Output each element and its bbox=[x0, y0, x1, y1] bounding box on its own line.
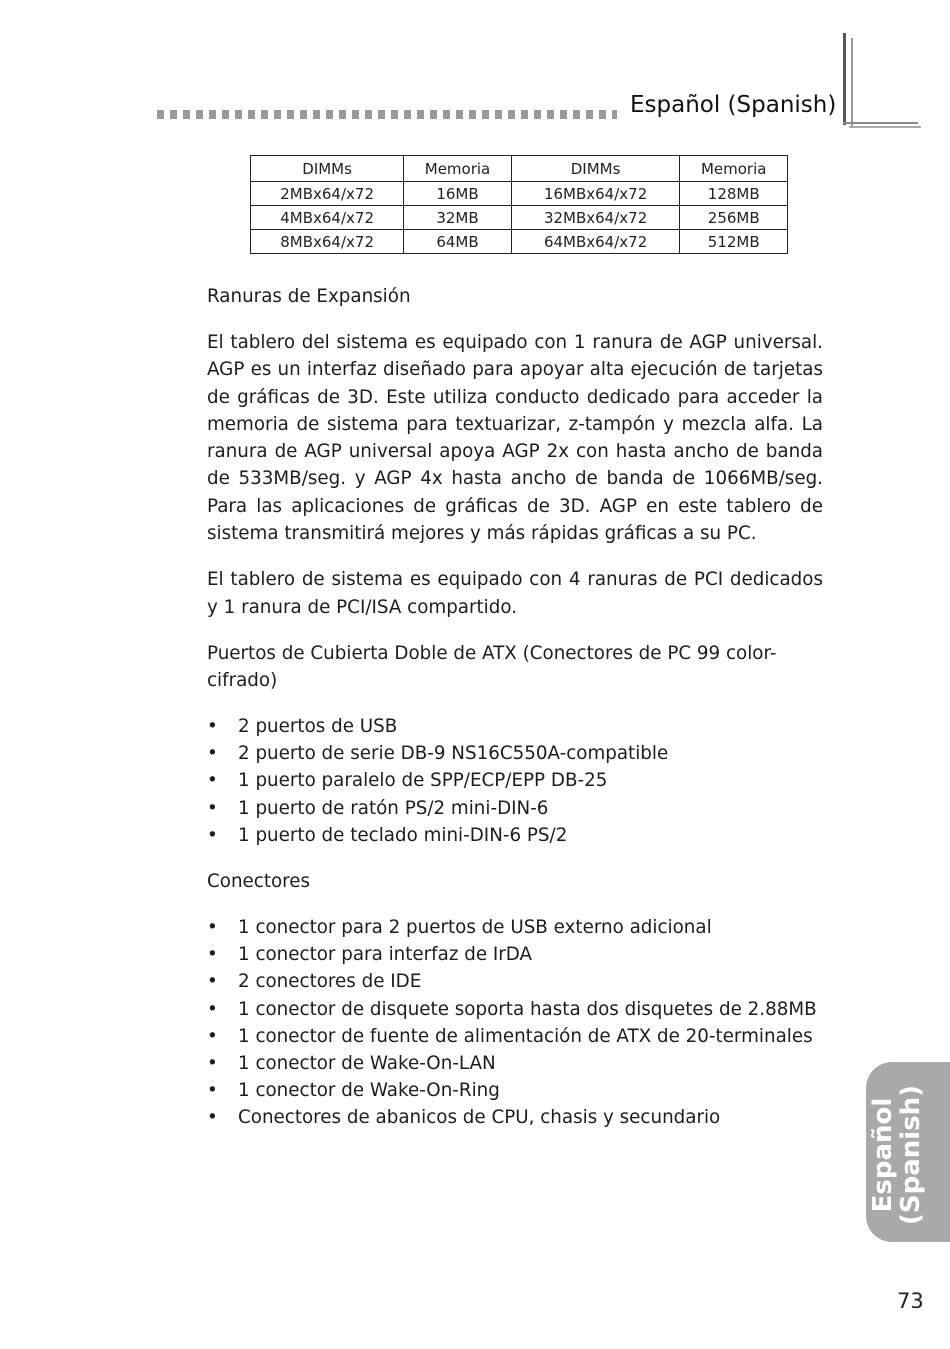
list-item bbox=[207, 1104, 823, 1131]
list-item-text: 1 puerto de ratón PS/2 mini-DIN-6 bbox=[238, 797, 549, 819]
paragraph-pci: El tablero de sistema es equipado con 4 ranuras de PCI dedicados y 1 ranura de PCI/ISA compartido. bbox=[207, 569, 823, 618]
corner-mark bbox=[843, 33, 846, 125]
table-row bbox=[251, 182, 788, 206]
main-content bbox=[207, 283, 823, 1151]
ports-list bbox=[207, 713, 823, 849]
bullet-icon: • bbox=[207, 824, 218, 846]
bullet-icon: • bbox=[207, 1025, 218, 1047]
bullet-icon: • bbox=[207, 1053, 218, 1074]
list-item bbox=[207, 1050, 823, 1077]
table-cell: 64MBx64/x72 bbox=[511, 230, 680, 254]
side-tab-line: (Spanish) bbox=[896, 1084, 926, 1226]
list-item bbox=[207, 713, 823, 740]
table-cell: 256MB bbox=[680, 206, 788, 230]
bullet-icon: • bbox=[207, 1080, 218, 1102]
table-cell: 32MB bbox=[404, 206, 512, 230]
table-row bbox=[251, 206, 788, 230]
column-header: Memoria bbox=[404, 156, 512, 182]
bullet-icon: • bbox=[207, 971, 218, 993]
column-header: Memoria bbox=[680, 156, 788, 182]
corner-mark-base bbox=[843, 122, 918, 124]
table-row bbox=[251, 230, 788, 254]
list-item-text: 1 conector de Wake-On-Ring bbox=[238, 1080, 500, 1102]
table-cell: 4MBx64/x72 bbox=[251, 206, 404, 230]
bullet-icon: • bbox=[207, 715, 218, 737]
bullet-icon: • bbox=[207, 998, 218, 1020]
side-tab-line: Español bbox=[868, 1097, 898, 1213]
table-cell: 32MBx64/x72 bbox=[511, 206, 680, 230]
table-cell: 512MB bbox=[680, 230, 788, 254]
section-heading-expansion: Ranuras de Expansión bbox=[207, 286, 411, 307]
list-item bbox=[207, 795, 823, 822]
header-dotted-rule bbox=[157, 110, 617, 119]
table-cell: 2MBx64/x72 bbox=[251, 182, 404, 206]
section-heading-ports: Puertos de Cubierta Doble de ATX (Conectores de PC 99 color-cifrado) bbox=[207, 642, 777, 691]
list-item-text: 2 puertos de USB bbox=[238, 715, 398, 737]
column-header: DIMMs bbox=[251, 156, 404, 182]
list-item bbox=[207, 740, 823, 767]
list-item bbox=[207, 767, 823, 794]
language-side-tab-label bbox=[869, 1070, 925, 1240]
list-item-text: 1 conector para 2 puertos de USB externo adicional bbox=[238, 916, 712, 938]
connectors-list bbox=[207, 914, 823, 1132]
paragraph-agp: El tablero del sistema es equipado con 1 ranura de AGP universal. AGP es un interfaz diseñado para apoyar alta ejecución de tarjetas de gráficas de 3D. Este utiliza conducto dedicado para acceder la memoria de sistema para textuarizar, z-tampón y mezcla alfa. La ranura de AGP universal apoya AGP 2x con hasta ancho de banda de 533MB/seg. y AGP 4x hasta ancho de banda de 1066MB/seg. Para las aplicaciones de gráficas de 3D. AGP en este tablero de sistema transmitirá mejores y más rápidas gráficas a su PC. bbox=[207, 332, 823, 545]
corner-mark-shadow bbox=[851, 38, 853, 128]
list-item-text: Conectores de abanicos de CPU, chasis y secundario bbox=[238, 1107, 721, 1129]
bullet-icon: • bbox=[207, 944, 218, 966]
corner-mark-base-shadow bbox=[849, 126, 921, 128]
bullet-icon: • bbox=[207, 770, 218, 792]
bullet-icon: • bbox=[207, 1107, 218, 1129]
list-item bbox=[207, 822, 823, 849]
page-number: 73 bbox=[897, 1289, 924, 1313]
list-item-text: 1 puerto paralelo de SPP/ECP/EPP DB-25 bbox=[238, 770, 608, 792]
table-cell: 64MB bbox=[404, 230, 512, 254]
list-item bbox=[207, 1077, 823, 1104]
table-cell: 16MB bbox=[404, 182, 512, 206]
table-header-row bbox=[251, 156, 788, 182]
list-item-text: 1 conector de disquete soporta hasta dos disquetes de 2.88MB bbox=[238, 998, 817, 1020]
list-item-text: 2 puerto de serie DB-9 NS16C550A-compatible bbox=[238, 743, 669, 765]
list-item-text: 1 puerto de teclado mini-DIN-6 PS/2 bbox=[238, 824, 568, 846]
bullet-icon: • bbox=[207, 743, 218, 765]
memory-table bbox=[250, 155, 788, 254]
table-cell: 8MBx64/x72 bbox=[251, 230, 404, 254]
list-item-text: 1 conector de fuente de alimentación de ATX de 20-terminales bbox=[238, 1025, 813, 1047]
header-title: Español (Spanish) bbox=[630, 92, 837, 118]
column-header: DIMMs bbox=[511, 156, 680, 182]
bullet-icon: • bbox=[207, 797, 218, 819]
list-item bbox=[207, 914, 823, 941]
list-item-text: 1 conector de Wake-On-LAN bbox=[238, 1053, 496, 1074]
list-item bbox=[207, 996, 823, 1023]
table-cell: 128MB bbox=[680, 182, 788, 206]
list-item-text: 2 conectores de IDE bbox=[238, 971, 422, 993]
bullet-icon: • bbox=[207, 916, 218, 938]
list-item bbox=[207, 1023, 823, 1050]
list-item bbox=[207, 941, 823, 968]
section-heading-connectors: Conectores bbox=[207, 870, 311, 892]
table-cell: 16MBx64/x72 bbox=[511, 182, 680, 206]
list-item bbox=[207, 968, 823, 995]
list-item-text: 1 conector para interfaz de IrDA bbox=[238, 944, 533, 966]
